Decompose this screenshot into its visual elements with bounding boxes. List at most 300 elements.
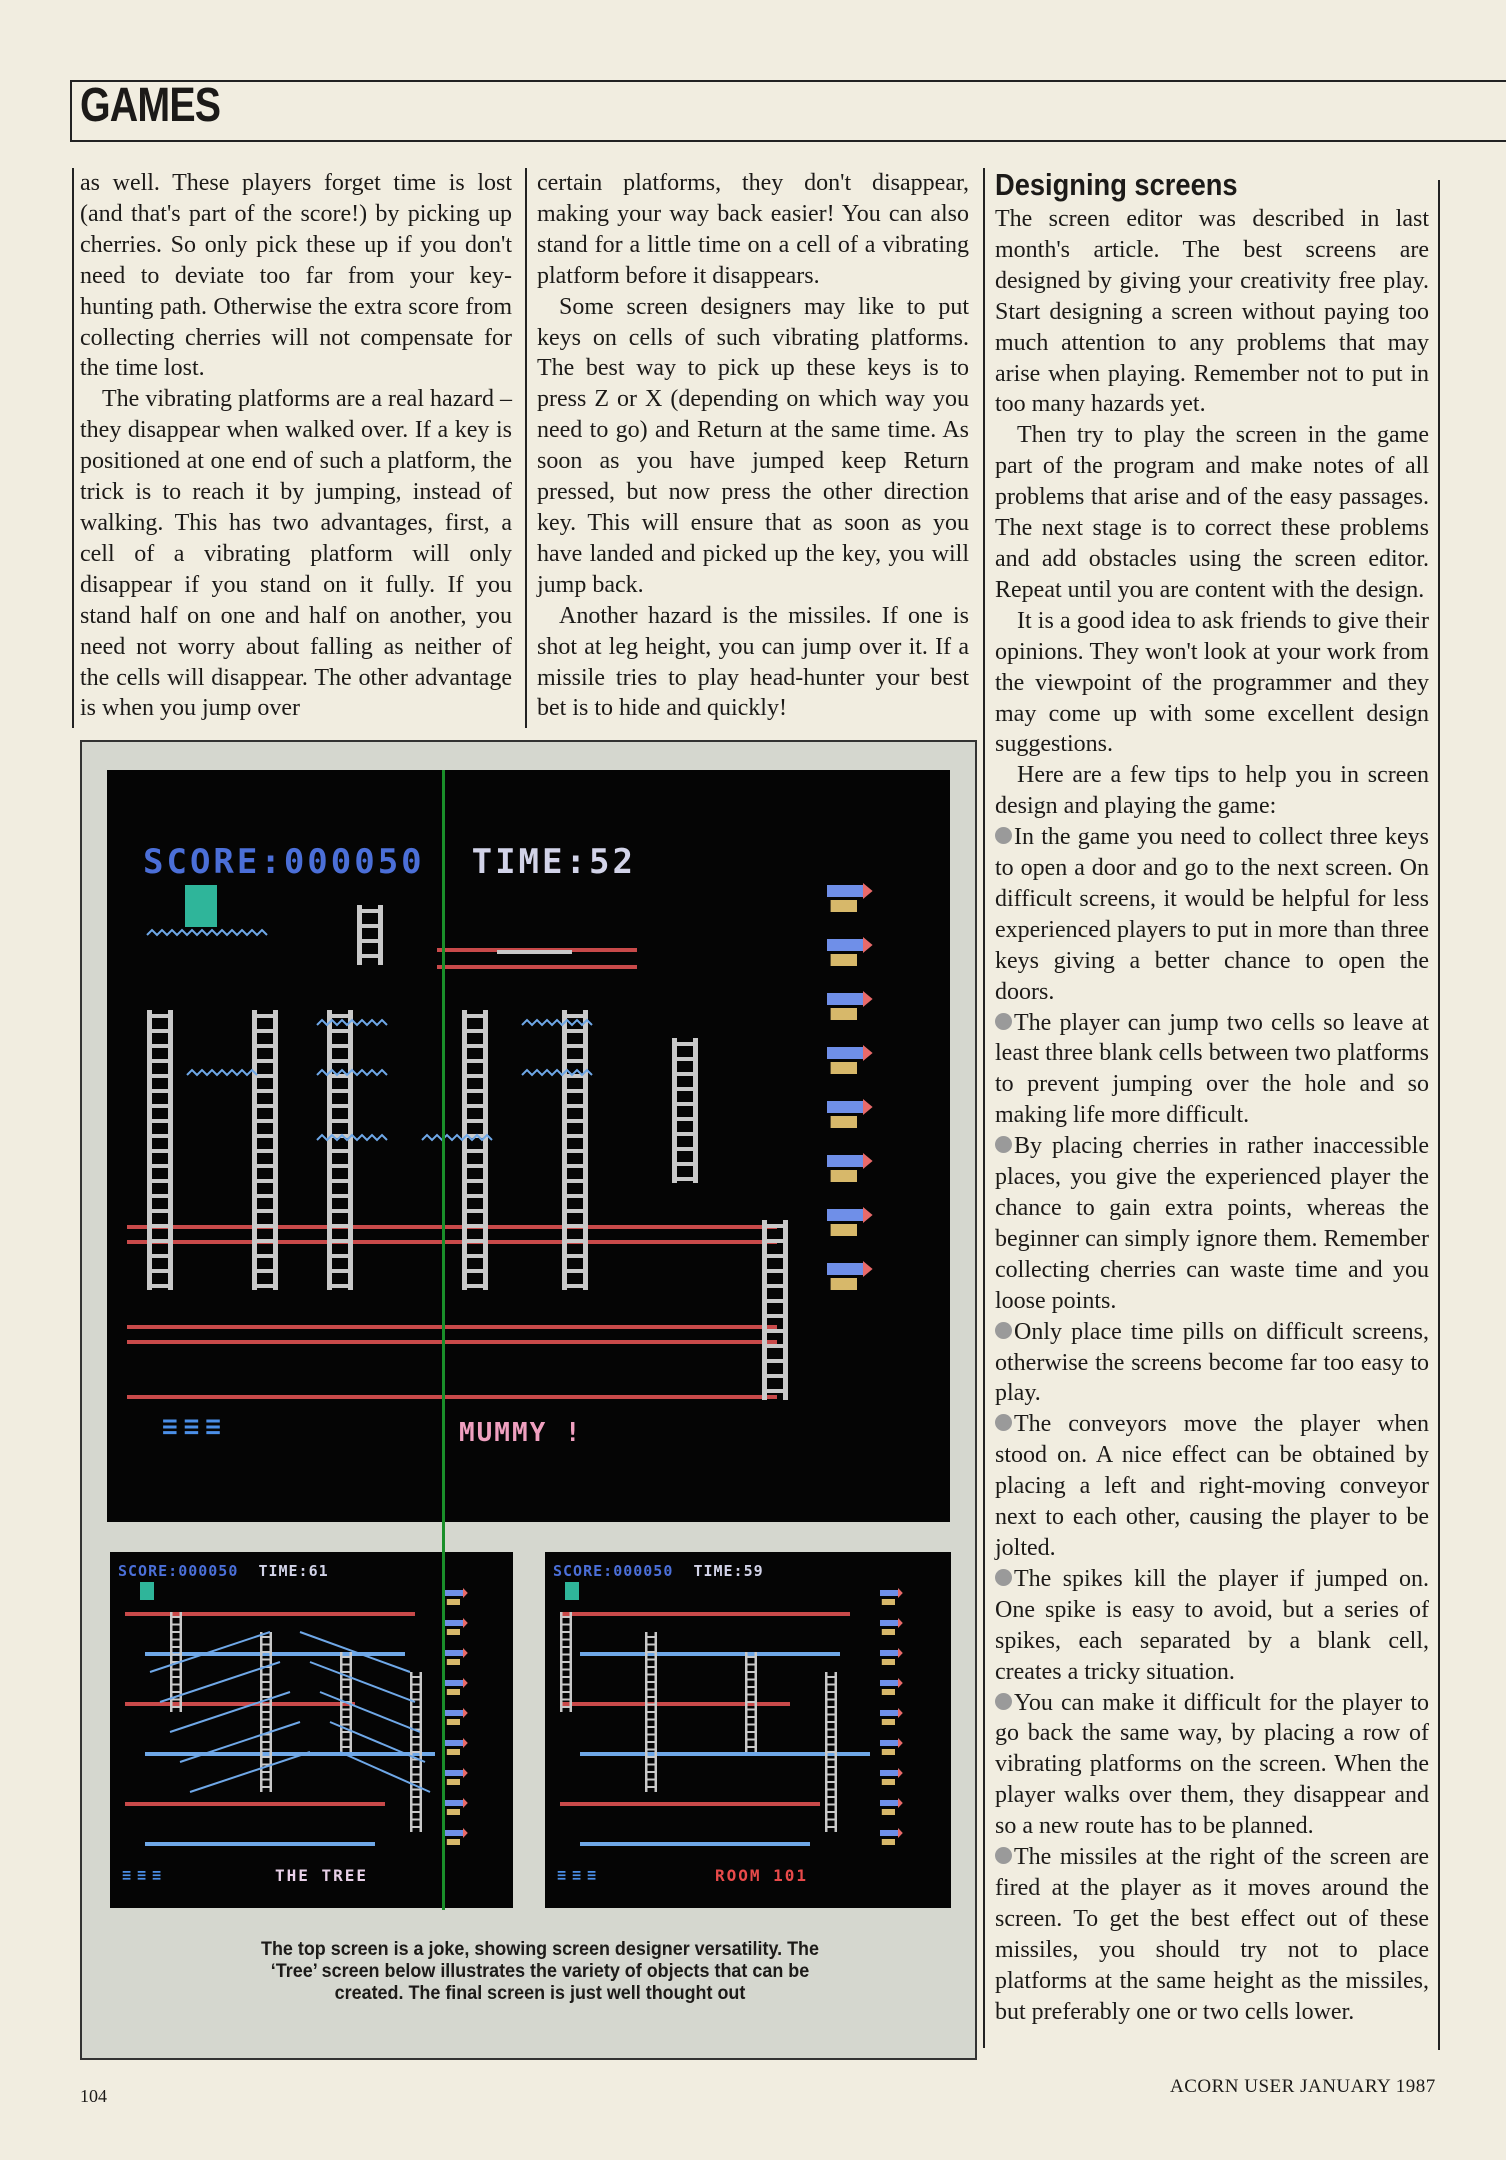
missile [880, 1800, 898, 1806]
ladder-rung [560, 1691, 572, 1693]
ladder-rung [825, 1721, 837, 1723]
subheading: Designing screens [995, 167, 1238, 202]
ladder-rung [170, 1631, 182, 1633]
ladder-rung [560, 1684, 572, 1686]
ladder-rung [825, 1691, 837, 1693]
ladder-rung [645, 1711, 657, 1713]
ladder-rung [825, 1714, 837, 1716]
paragraph: It is a good idea to ask friends to give their opinions. They won't look at your work from the viewpoint of the programmer and they may come up with some excellent design suggestions. [995, 607, 1429, 758]
ladder-rung [327, 1179, 353, 1183]
missile-tip [863, 1045, 873, 1061]
ladder-rung [825, 1684, 837, 1686]
ladder-rung [562, 1254, 588, 1258]
missile-launcher [447, 1839, 460, 1845]
ladder-rung [147, 1029, 173, 1033]
ladder-rung [340, 1686, 352, 1688]
ladder-rung [327, 1284, 353, 1288]
score-readout: SCORE:000050 TIME:52 [143, 842, 636, 882]
ladder-rung [170, 1691, 182, 1693]
tip-item: The player can jump two cells so leave at least three blank cells between two platforms to prevent jumping over the hole and so making life more difficult. [995, 1009, 1429, 1129]
ladder-rung [745, 1739, 757, 1741]
ladder-rung [410, 1781, 422, 1783]
ladder-rung [562, 1224, 588, 1228]
ladder-rung [260, 1779, 272, 1781]
missile-launcher [831, 1062, 857, 1074]
missile-launcher [882, 1719, 895, 1725]
bullet-dot-icon [995, 1693, 1012, 1710]
missile [827, 885, 863, 897]
ladder-rung [462, 1254, 488, 1258]
missile-tip [463, 1588, 468, 1598]
ladder-rung [327, 1029, 353, 1033]
tip-item: The spikes kill the player if jumped on. One spike is easy to avoid, but a series of spikes, each separated by a blank cell, creates a tricky situation. [995, 1565, 1429, 1685]
ladder-rung [745, 1679, 757, 1681]
ladder-rung [645, 1779, 657, 1781]
ladder-rung [562, 1149, 588, 1153]
exit-door-icon [565, 1582, 579, 1600]
ladder-rung [762, 1329, 788, 1333]
ladder-rung [745, 1694, 757, 1696]
ladder-rung [252, 1179, 278, 1183]
ladder-rung [562, 1209, 588, 1213]
paragraph: The vibrating platforms are a real hazard – they disappear when walked over. If a key is positioned at one end of such a platform, the trick is to reach it by jumping, instead of walking. This has two advantages, first, a cell of a vibrating platform will only disappear if you stand on it fully. If you stand half on one and half on another, you need not worry about falling as neither of the cells will disappear. The other advantage is when you jump over [80, 386, 512, 722]
ladder-rung [745, 1664, 757, 1666]
ladder-rung [327, 1239, 353, 1243]
ladder-rung [825, 1819, 837, 1821]
ladder-rung [327, 1104, 353, 1108]
ladder-rung [252, 1224, 278, 1228]
ladder-rung [170, 1646, 182, 1648]
missile-tip [463, 1618, 468, 1628]
missile [827, 1263, 863, 1275]
missile-tip [863, 937, 873, 953]
missile [880, 1710, 898, 1716]
ladder-rung [560, 1706, 572, 1708]
game-screenshot-room [545, 1552, 951, 1908]
ladder-rung [170, 1706, 182, 1708]
bullet-dot-icon [995, 1847, 1012, 1864]
missile-tip [898, 1828, 903, 1838]
platform [145, 1842, 375, 1846]
ladder-rung [147, 1044, 173, 1048]
ladder-rung [462, 1089, 488, 1093]
ladder-rung [340, 1709, 352, 1711]
ladder-rung [645, 1659, 657, 1661]
ladder-rung [745, 1686, 757, 1688]
ladder-rung [147, 1269, 173, 1273]
game-screenshot-tree [110, 1552, 513, 1908]
missile-launcher [447, 1599, 460, 1605]
ladder-rung [410, 1796, 422, 1798]
ladder-rung [327, 1254, 353, 1258]
bullet-dot-icon [995, 1013, 1012, 1030]
missile [880, 1650, 898, 1656]
ladder-rung [410, 1819, 422, 1821]
tip-item: You can make it difficult for the player to go back the same way, by placing a row of vibrating platforms on the screen. When the player walks over them, they disappear and so a new route has to be planned. [995, 1689, 1429, 1840]
ladder-rung [825, 1796, 837, 1798]
missile-launcher [882, 1839, 895, 1845]
ladder-rung [170, 1654, 182, 1656]
ladder-rung [825, 1811, 837, 1813]
ladder-rung [252, 1254, 278, 1258]
ladder-rung [147, 1284, 173, 1288]
paragraph: Here are a few tips to help you in screen design and playing the game: [995, 762, 1429, 820]
article-column-2 [537, 168, 969, 724]
platform [497, 950, 572, 954]
bullet-dot-icon [995, 1136, 1012, 1153]
missile [445, 1770, 463, 1776]
tip-item: The missiles at the right of the screen are fired at the player as it moves around the screen. To get the best effect out of these missiles, you should try not to place platforms at the same height as the missiles, but preferably one or two cells lower. [995, 1844, 1429, 2025]
ladder-rung [645, 1764, 657, 1766]
ladder-rung [410, 1736, 422, 1738]
ladder-rung [170, 1639, 182, 1641]
tip-item: Only place time pills on difficult screens, otherwise the screens become far too easy to play. [995, 1318, 1429, 1407]
lives-indicator: ≡≡≡ [122, 1866, 168, 1884]
ladder-rung [560, 1624, 572, 1626]
ladder-rung [410, 1774, 422, 1776]
conveyor [187, 1070, 257, 1075]
missile-tip [898, 1648, 903, 1658]
ladder-rung [252, 1014, 278, 1018]
ladder-rung [672, 1177, 698, 1181]
missile [880, 1830, 898, 1836]
ladder-rung [745, 1724, 757, 1726]
platform [127, 1225, 777, 1229]
ladder-rung [147, 1224, 173, 1228]
ladder-rung [645, 1771, 657, 1773]
ladder-rung [410, 1706, 422, 1708]
ladder-rung [825, 1759, 837, 1761]
ladder-rung [260, 1651, 272, 1653]
missile-tip [898, 1678, 903, 1688]
screen-name: ROOM 101 [715, 1866, 809, 1885]
ladder-rung [645, 1689, 657, 1691]
ladder-rung [252, 1149, 278, 1153]
platform [127, 1325, 777, 1329]
missile [445, 1740, 463, 1746]
article-column-3 [995, 168, 1429, 2027]
platform [127, 1240, 777, 1244]
missile [445, 1620, 463, 1626]
ladder-rung [762, 1224, 788, 1228]
ladder-rung [147, 1089, 173, 1093]
paragraph: Another hazard is the missiles. If one is shot at leg height, you can jump over it. If a missile tries to play head-hunter your best bet is to hide and quickly! [537, 602, 969, 722]
ladder-rung [825, 1804, 837, 1806]
screen-name: THE TREE [275, 1866, 369, 1885]
ladder-rung [147, 1134, 173, 1138]
ladder-rung [560, 1676, 572, 1678]
ladder-rung [762, 1239, 788, 1243]
missile-launcher [882, 1749, 895, 1755]
missile-tip [898, 1768, 903, 1778]
missile [880, 1740, 898, 1746]
ladder-rung [560, 1639, 572, 1641]
ladder-rung [410, 1804, 422, 1806]
ladder-rung [560, 1669, 572, 1671]
missile-tip [863, 1099, 873, 1115]
ladder-rung [745, 1709, 757, 1711]
ladder-rung [645, 1704, 657, 1706]
ladder-rung [260, 1786, 272, 1788]
page-number: 104 [80, 2086, 107, 2106]
ladder-rung [645, 1636, 657, 1638]
ladder-rung [327, 1014, 353, 1018]
ladder-rung [560, 1654, 572, 1656]
ladder-rung [462, 1149, 488, 1153]
ladder-rung [147, 1254, 173, 1258]
ladder-rung [327, 1209, 353, 1213]
ladder-rung [562, 1089, 588, 1093]
ladder-rung [462, 1209, 488, 1213]
ladder-rung [260, 1704, 272, 1706]
ladder-rung [462, 1179, 488, 1183]
column-divider-1 [525, 168, 527, 728]
missile-launcher [831, 1008, 857, 1020]
figure-caption: The top screen is a joke, showing screen designer versatility. The ‘Tree’ screen below illustrates the variety of objects that can be created. The final screen is just well thought out [260, 1938, 819, 2004]
ladder-rung [672, 1102, 698, 1106]
ladder-rung [560, 1616, 572, 1618]
ladder-rung [645, 1734, 657, 1736]
ladder-rung [260, 1711, 272, 1713]
ladder-rung [462, 1104, 488, 1108]
ladder-rung [672, 1117, 698, 1121]
missile-launcher [447, 1809, 460, 1815]
ladder-rung [327, 1149, 353, 1153]
ladder-rung [340, 1746, 352, 1748]
missile [880, 1680, 898, 1686]
ladder-rung [562, 1104, 588, 1108]
ladder-rung [462, 1164, 488, 1168]
ladder-rung [562, 1014, 588, 1018]
ladder-rail [783, 1220, 788, 1400]
ladder-rung [825, 1729, 837, 1731]
ladder-rung [147, 1164, 173, 1168]
ladder-rung [825, 1774, 837, 1776]
missile-tip [463, 1738, 468, 1748]
conveyor [147, 930, 267, 935]
missile-tip [898, 1618, 903, 1628]
ladder-rung [327, 1164, 353, 1168]
missile [880, 1770, 898, 1776]
ladder-rung [252, 1194, 278, 1198]
ladder-rung [357, 939, 383, 943]
ladder-rung [327, 1269, 353, 1273]
ladder-rung [340, 1694, 352, 1696]
ladder-rung [170, 1684, 182, 1686]
ladder-rung [327, 1119, 353, 1123]
ladder-rung [327, 1059, 353, 1063]
bullet-dot-icon [995, 1569, 1012, 1586]
missile [445, 1590, 463, 1596]
missile-launcher [447, 1629, 460, 1635]
missile [445, 1710, 463, 1716]
ladder-rung [147, 1119, 173, 1123]
missile [827, 1047, 863, 1059]
platform [125, 1702, 355, 1706]
ladder-rung [762, 1389, 788, 1393]
ladder-rung [252, 1239, 278, 1243]
ladder-rung [825, 1789, 837, 1791]
ladder-rung [260, 1741, 272, 1743]
level-layout-graphic [545, 1552, 951, 1908]
ladder-rung [260, 1681, 272, 1683]
missile [445, 1680, 463, 1686]
tip-item: In the game you need to collect three keys to open a door and go to the next screen. On difficult screens, it would be helpful for less experienced players to put in more than three keys giving a better chance to open the doors. [995, 824, 1429, 1005]
missile [827, 1155, 863, 1167]
ladder-rung [462, 1224, 488, 1228]
missile-launcher [882, 1779, 895, 1785]
ladder-rung [762, 1269, 788, 1273]
ladder-rung [745, 1746, 757, 1748]
ladder-rung [260, 1749, 272, 1751]
missile-launcher [831, 1170, 857, 1182]
ladder-rung [252, 1119, 278, 1123]
ladder-rung [762, 1254, 788, 1258]
bullet-dot-icon [995, 1322, 1012, 1339]
missile-launcher [831, 1116, 857, 1128]
missile-tip [863, 1261, 873, 1277]
ladder-rail [762, 1220, 767, 1400]
ladder-rung [672, 1132, 698, 1136]
ladder-rung [327, 1089, 353, 1093]
column3-right-rule [1438, 180, 1440, 2050]
ladder-rung [252, 1029, 278, 1033]
scan-line-artifact [442, 770, 445, 1910]
ladder-rung [147, 1059, 173, 1063]
ladder-rung [260, 1756, 272, 1758]
ladder-rung [825, 1699, 837, 1701]
bullet-dot-icon [995, 1414, 1012, 1431]
missile-launcher [831, 900, 857, 912]
platform [560, 1612, 850, 1616]
ladder-rung [340, 1724, 352, 1726]
missile-tip [898, 1738, 903, 1748]
ladder-rung [562, 1029, 588, 1033]
ladder-rung [340, 1664, 352, 1666]
ladder-rung [560, 1631, 572, 1633]
ladder-rung [462, 1194, 488, 1198]
publication-footer: ACORN USER JANUARY 1987 [1170, 2076, 1436, 2097]
missile-launcher [831, 1224, 857, 1236]
ladder-rung [745, 1701, 757, 1703]
ladder-rung [462, 1269, 488, 1273]
ladder-rung [410, 1714, 422, 1716]
paragraph: as well. These players forget time is lost (and that's part of the score!) by picking up cherries. So only pick these up if you don't need to deviate too far from your key-hunting path. Otherwise the extra score from collecting cherries will not compensate for the time lost. [80, 170, 512, 382]
ladder-rung [327, 1074, 353, 1078]
ladder-rung [562, 1269, 588, 1273]
article-column-1 [80, 168, 512, 724]
ladder-rung [410, 1721, 422, 1723]
tip-item: The conveyors move the player when stood on. A nice effect can be obtained by placing a left and right-moving conveyor next to each other, causing the player to be jolted. [995, 1411, 1429, 1561]
missile-tip [463, 1708, 468, 1718]
missile [880, 1620, 898, 1626]
ladder-rung [252, 1134, 278, 1138]
ladder-rung [672, 1162, 698, 1166]
ladder-rung [672, 1042, 698, 1046]
ladder-rung [462, 1014, 488, 1018]
ladder-rung [825, 1826, 837, 1828]
ladder-rung [147, 1194, 173, 1198]
ladder-rung [357, 954, 383, 958]
ladder-rung [825, 1676, 837, 1678]
ladder-rung [410, 1744, 422, 1746]
ladder-rung [327, 1044, 353, 1048]
ladder-rung [170, 1676, 182, 1678]
missile-tip [863, 991, 873, 1007]
missile-tip [863, 1153, 873, 1169]
missile-tip [898, 1588, 903, 1598]
ladder-rung [327, 1194, 353, 1198]
missile-launcher [447, 1749, 460, 1755]
ladder-rung [340, 1679, 352, 1681]
ladder-rung [252, 1209, 278, 1213]
ladder-rung [260, 1674, 272, 1676]
ladder-rung [462, 1059, 488, 1063]
missile-launcher [447, 1689, 460, 1695]
ladder-rung [260, 1771, 272, 1773]
ladder-rung [562, 1284, 588, 1288]
ladder-rung [562, 1074, 588, 1078]
ladder-rung [462, 1029, 488, 1033]
conveyor [522, 1020, 592, 1025]
ladder-rung [645, 1756, 657, 1758]
ladder-rung [327, 1224, 353, 1228]
missile [827, 993, 863, 1005]
platform [145, 1752, 435, 1756]
missile-tip [863, 883, 873, 899]
ladder-rung [410, 1826, 422, 1828]
ladder-rung [825, 1744, 837, 1746]
platform [125, 1802, 385, 1806]
ladder-rung [462, 1239, 488, 1243]
missile-launcher [447, 1779, 460, 1785]
ladder-rung [252, 1284, 278, 1288]
ladder-rung [252, 1269, 278, 1273]
ladder-rung [645, 1666, 657, 1668]
ladder-rung [252, 1044, 278, 1048]
ladder-rung [170, 1624, 182, 1626]
column1-left-rule [72, 168, 74, 728]
lives-indicator: ≡≡≡ [557, 1866, 603, 1884]
ladder-rung [825, 1781, 837, 1783]
ladder-rung [745, 1731, 757, 1733]
ladder-rung [340, 1739, 352, 1741]
ladder-rung [147, 1104, 173, 1108]
ladder-rung [170, 1616, 182, 1618]
missile-launcher [882, 1599, 895, 1605]
platform [125, 1612, 415, 1616]
missile [827, 1209, 863, 1221]
level-layout-graphic [107, 770, 950, 1522]
screen-name: MUMMY ! [459, 1418, 583, 1448]
missile-tip [898, 1708, 903, 1718]
ladder-rung [645, 1651, 657, 1653]
ladder-rung [462, 1074, 488, 1078]
ladder-rung [260, 1644, 272, 1646]
ladder-rung [340, 1671, 352, 1673]
ladder-rung [340, 1656, 352, 1658]
bullet-dot-icon [995, 827, 1012, 844]
ladder-rung [462, 1044, 488, 1048]
ladder-rung [672, 1147, 698, 1151]
ladder-rung [252, 1164, 278, 1168]
ladder-rung [260, 1689, 272, 1691]
missile-tip [463, 1678, 468, 1688]
ladder-rung [462, 1119, 488, 1123]
missile-tip [463, 1648, 468, 1658]
ladder-rung [260, 1726, 272, 1728]
ladder-rung [645, 1696, 657, 1698]
